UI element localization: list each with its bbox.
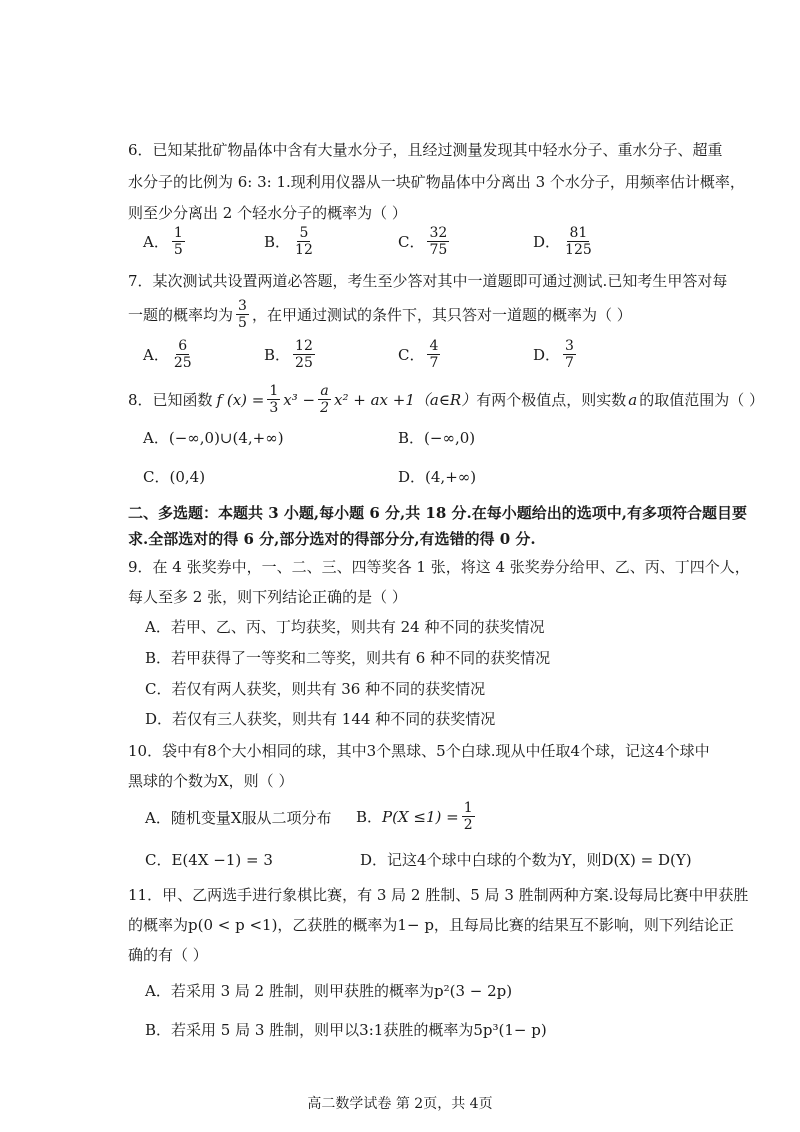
denominator: 5 — [238, 315, 247, 331]
denominator: 5 — [173, 242, 183, 258]
numerator: 1 — [269, 383, 279, 399]
q9-line-2: 每人至多 2 张，则下列结论正确的是（ ） — [128, 588, 407, 606]
numerator: 12 — [295, 338, 313, 354]
q9-line-1: 9．在 4 张奖券中，一、二、三、四等奖各 1 张，将这 4 张奖券分给甲、乙、丙、丁四个人， — [128, 558, 750, 576]
section-heading-line-2: 求.全部选对的得 6 分,部分选对的得部分分,有选错的得 0 分. — [128, 530, 536, 548]
fraction — [318, 383, 331, 416]
text: 一题的概率均为 — [128, 305, 234, 324]
numerator: 3 — [238, 298, 247, 314]
q6-option-d — [533, 225, 597, 258]
option-label: D． — [533, 232, 561, 251]
q8-option-d — [398, 467, 476, 487]
text: ，在甲通过测试的条件下，其只答对一道题的概率为（ ） — [251, 305, 632, 324]
option-label: D． — [533, 345, 561, 364]
q6-line-2: 水分子的比例为 6: 3: 1.现利用仪器从一块矿物晶体中分离出 3 个水分子，用频率估计概率， — [128, 173, 745, 191]
function-expr: f (x) = — [216, 390, 265, 409]
q7-option-b — [264, 338, 318, 371]
q8-stem — [128, 383, 764, 416]
q9-option-b: B．若甲获得了一等奖和二等奖，则共有 6 种不同的获奖情况 — [145, 649, 551, 667]
denominator: 2 — [463, 817, 473, 833]
denominator: 25 — [295, 355, 313, 371]
denominator: 75 — [429, 242, 448, 258]
denominator: 125 — [565, 242, 592, 258]
numerator: 3 — [565, 338, 574, 354]
fraction — [172, 225, 185, 258]
option-label: B． — [264, 232, 291, 251]
q11-line-3: 确的有（ ） — [128, 946, 208, 964]
denominator: 2 — [320, 400, 330, 416]
denominator: 25 — [173, 355, 192, 371]
page-footer: 高二数学试卷 第 2页，共 4页 — [307, 1096, 493, 1112]
q7-option-d — [533, 338, 579, 371]
option-label: D． — [398, 468, 426, 486]
fraction — [563, 225, 594, 258]
option-text: (0,4) — [169, 468, 206, 486]
fraction — [267, 383, 280, 416]
q10-option-a: A．随机变量X服从二项分布 — [145, 809, 332, 827]
option-label: B． — [398, 429, 425, 447]
option-label: C． — [398, 232, 425, 251]
fraction — [427, 225, 449, 258]
option-text: (−∞,0) — [424, 429, 476, 447]
q6-option-a — [143, 225, 188, 258]
q7-line-2 — [128, 298, 632, 331]
q10-option-c: C．E(4X −1) = 3 — [145, 851, 273, 869]
q8-option-b — [398, 428, 475, 448]
numerator: 1 — [463, 800, 473, 816]
variable: a — [628, 390, 638, 409]
fraction — [563, 338, 576, 371]
option-text: (−∞,0)∪(4,+∞) — [168, 429, 284, 447]
numerator: 6 — [178, 338, 188, 354]
denominator: 3 — [269, 400, 279, 416]
option-expr: P(X ≤1) = — [382, 807, 459, 826]
option-label: C． — [143, 468, 170, 486]
q8-option-c — [143, 467, 205, 487]
q11-option-a: A．若采用 3 局 2 胜制，则甲获胜的概率为p²(3 − 2p) — [145, 982, 513, 1000]
option-label: A． — [143, 232, 169, 251]
denominator: 7 — [565, 355, 574, 371]
q8-option-a — [143, 428, 284, 448]
fraction — [172, 338, 194, 371]
numerator: 4 — [429, 338, 439, 354]
numerator: 32 — [429, 225, 448, 241]
section-heading-line-1: 二、多选题：本题共 3 小题,每小题 6 分,共 18 分.在每小题给出的选项中,有多项符合题目要 — [128, 504, 747, 522]
q6-line-3: 则至少分离出 2 个轻水分子的概率为（ ） — [128, 204, 407, 222]
text: 的取值范围为（ ） — [639, 390, 764, 409]
q10-option-d: D．记这4个球中白球的个数为Y，则D(X) = D(Y) — [360, 851, 692, 869]
q10-line-1: 10．袋中有8个大小相同的球，其中3个黑球、5个白球.现从中任取4个球，记这4个球中 — [128, 742, 710, 760]
q9-option-a: A．若甲、乙、丙、丁均获奖，则共有 24 种不同的获奖情况 — [145, 618, 545, 636]
fraction — [462, 800, 475, 833]
option-label: B． — [356, 807, 383, 826]
q9-option-d: D．若仅有三人获奖，则共有 144 种不同的获奖情况 — [145, 710, 496, 728]
q10-line-2: 黑球的个数为X，则（ ） — [128, 772, 294, 790]
q6-option-c — [398, 225, 452, 258]
q10-option-b — [356, 800, 478, 833]
denominator: 12 — [295, 242, 313, 258]
q7-line-1: 7．某次测试共设置两道必答题，考生至少答对其中一道题即可通过测试.已知考生甲答对每 — [128, 272, 728, 290]
q7-option-a — [143, 338, 197, 371]
fraction — [236, 298, 249, 331]
numerator: 1 — [173, 225, 183, 241]
numerator: 5 — [299, 225, 309, 241]
numerator: a — [320, 383, 329, 399]
fraction — [293, 338, 315, 371]
fraction — [427, 338, 440, 371]
q6-line-1: 6．已知某批矿物晶体中含有大量水分子，且经过测量发现其中轻水分子、重水分子、超重 — [128, 141, 723, 159]
function-expr: x³ − — [283, 390, 316, 409]
option-text: (4,+∞) — [425, 468, 477, 486]
denominator: 7 — [429, 355, 439, 371]
q11-option-b: B．若采用 5 局 3 胜制，则甲以3:1获胜的概率为5p³(1− p) — [145, 1021, 547, 1039]
fraction — [293, 225, 315, 258]
text: 有两个极值点，则实数 — [476, 390, 627, 409]
q7-option-c — [398, 338, 443, 371]
numerator: 81 — [569, 225, 588, 241]
q9-option-c: C．若仅有两人获奖，则共有 36 种不同的获奖情况 — [145, 680, 486, 698]
option-label: C． — [398, 345, 425, 364]
option-label: A． — [143, 429, 169, 447]
q11-line-2: 的概率为p(0 < p <1)，乙获胜的概率为1− p，且每局比赛的结果互不影响，则下列结论正 — [128, 916, 734, 934]
q6-option-b — [264, 225, 318, 258]
function-expr: x² + ax +1（a∈R） — [334, 390, 477, 409]
q11-line-1: 11．甲、乙两选手进行象棋比赛，有 3 局 2 胜制、5 局 3 胜制两种方案.设每局比赛中甲获胜 — [128, 886, 749, 904]
option-label: B． — [264, 345, 291, 364]
option-label: A． — [143, 345, 169, 364]
text: 8．已知函数 — [128, 390, 213, 409]
